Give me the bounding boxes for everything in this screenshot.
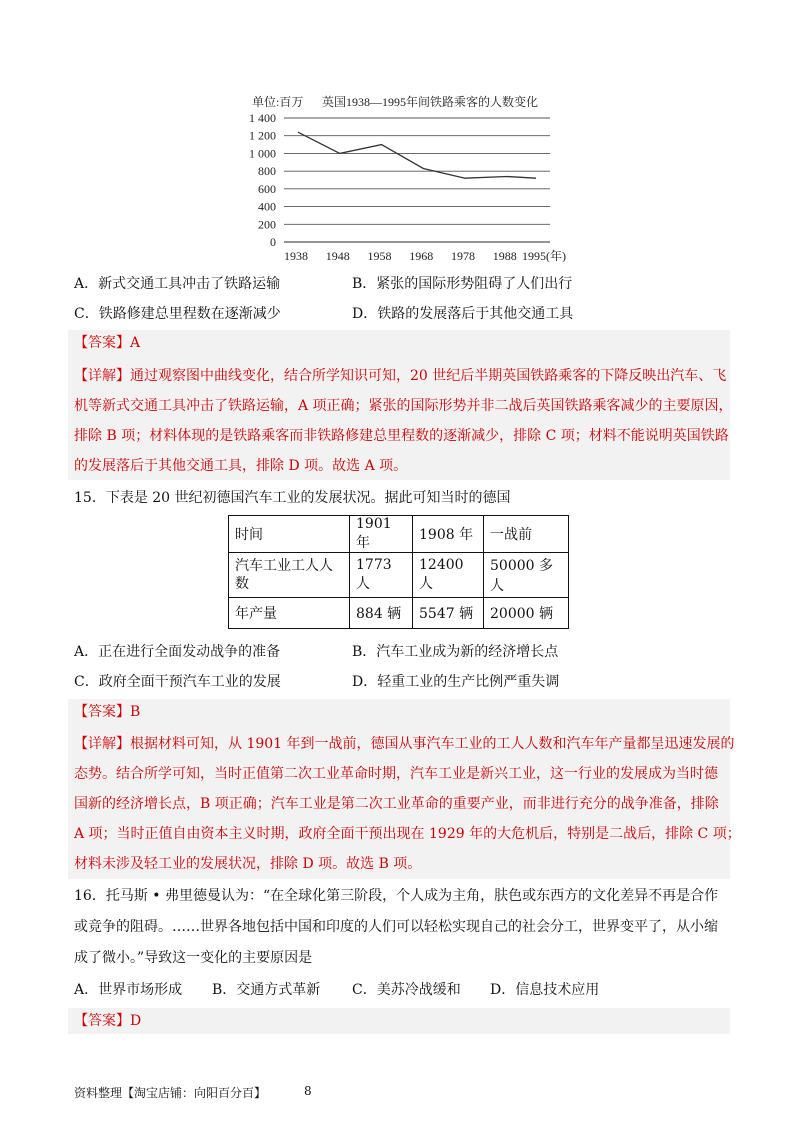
y-tick-label: 400 <box>258 199 276 214</box>
table-row <box>229 516 569 553</box>
y-tick-label: 0 <box>270 235 276 249</box>
q14-detail-line: 排除 B 项；材料体现的是铁路乘客而非铁路修建总里程数的逐渐减少，排除 C 项；材料不能说明英国铁路 <box>74 428 729 444</box>
q15-answer: 【答案】B <box>74 704 141 720</box>
q14-detail-line: 【详解】通过观察图中曲线变化，结合所学知识可知，20 世纪后半期英国铁路乘客的下降反映出汽车、飞 <box>74 368 727 384</box>
q14-answer-box <box>68 330 733 480</box>
q16-answer: 【答案】D <box>74 1013 142 1029</box>
y-tick-label: 600 <box>258 181 276 196</box>
y-tick-label: 1 400 <box>249 111 276 125</box>
y-tick-label: 1 000 <box>249 146 276 161</box>
row-label-line: 数 <box>235 576 249 592</box>
q15-detail-line: 国新的经济增长点，B 项正确；汽车工业是第二次工业革命的重要产业，而非进行充分的战争准备，排除 <box>74 796 719 812</box>
q15-option-d: D．轻重工业的生产比例严重失调 <box>352 674 560 690</box>
q14-option-a: A．新式交通工具冲击了铁路运输 <box>74 276 281 292</box>
q15-detail-line: 【详解】根据材料可知，从 1901 年到一战前，德国从事汽车工业的工人人数和汽车年产量都呈迅速发展的 <box>74 736 735 752</box>
x-tick-label: 1978 <box>451 249 476 262</box>
q14-option-c: C．铁路修建总里程数在逐渐减少 <box>74 306 281 322</box>
q14-detail-line: 机等新式交通工具冲击了铁路运输，A 项正确；紧张的国际形势并非二战后英国铁路乘客减少的主要原因， <box>74 398 733 414</box>
q15-detail-line: A 项；当时正值自由资本主义时期，政府全面干预出现在 1929 年的大危机后，特别是二战后，排除 C 项； <box>74 826 741 842</box>
q16-stem-line: 16．托马斯 • 弗里德曼认为：“在全球化第三阶段，个人成为主角，肤色或东西方的文化差异不再是合作 <box>74 888 719 904</box>
x-tick-label: 1988 <box>492 249 517 262</box>
chart-unit-label: 单位:百万 <box>252 95 304 109</box>
q16-option-a: A．世界市场形成 <box>74 982 183 998</box>
footer-source: 资料整理【淘宝店铺：向阳百分百】 <box>74 1086 267 1100</box>
table-cell <box>229 553 350 598</box>
q14-option-d: D．铁路的发展落后于其他交通工具 <box>352 306 574 322</box>
table-cell: 时间 <box>229 516 350 553</box>
y-tick-label: 800 <box>258 164 276 179</box>
x-tick-label: 1995(年) <box>522 249 566 262</box>
chart-y-tick-labels <box>249 111 276 249</box>
q14-answer: 【答案】A <box>74 335 141 351</box>
table-cell: 1773 人 <box>350 553 413 598</box>
line-chart <box>230 92 590 262</box>
table-cell: 1908 年 <box>413 516 484 553</box>
q15-detail-line: 态势。结合所学可知，当时正值第二次工业革命时期，汽车工业是新兴工业，这一行业的发展成为当时德 <box>74 766 718 782</box>
q15-option-c: C．政府全面干预汽车工业的发展 <box>74 674 281 690</box>
q16-option-b: B．交通方式革新 <box>212 982 321 998</box>
x-tick-label: 1958 <box>367 249 392 262</box>
x-tick-label: 1948 <box>325 249 350 262</box>
table-cell: 5547 辆 <box>413 598 484 629</box>
chart-x-tick-labels <box>284 248 566 262</box>
q14-option-b: B．紧张的国际形势阻碍了人们出行 <box>352 276 573 292</box>
q14-detail-line: 的发展落后于其他交通工具，排除 D 项。故选 A 项。 <box>74 458 408 474</box>
table-row <box>229 553 569 598</box>
y-tick-label: 200 <box>258 217 276 232</box>
x-tick-label: 1938 <box>284 249 308 262</box>
q15-answer-box <box>68 699 741 879</box>
table-cell: 12400 人 <box>413 553 484 598</box>
y-tick-label: 1 200 <box>249 128 276 143</box>
table-cell: 年产量 <box>229 598 350 629</box>
q15-stem: 15．下表是 20 世纪初德国汽车工业的发展状况。据此可知当时的德国 <box>74 490 511 506</box>
chart-gridlines <box>284 118 550 242</box>
page-number: 8 <box>304 1084 312 1098</box>
table-row <box>229 598 569 629</box>
q16-stem-line: 成了微小。”导致这一变化的主要原因是 <box>74 950 313 966</box>
q15-option-a: A．正在进行全面发动战争的准备 <box>74 644 281 660</box>
q16-option-c: C．美苏冷战缓和 <box>352 982 461 998</box>
x-tick-label: 1968 <box>409 249 434 262</box>
table-cell: 50000 多人 <box>484 553 569 598</box>
table-cell: 1901 年 <box>350 516 413 553</box>
chart-title: 英国1938—1995年间铁路乘客的人数变化 <box>322 95 539 109</box>
table-cell: 884 辆 <box>350 598 413 629</box>
q15-detail-line: 材料未涉及轻工业的发展状况，排除 D 项。故选 B 项。 <box>74 856 422 872</box>
row-label-line: 汽车工业工人人 <box>235 558 333 574</box>
q15-option-b: B．汽车工业成为新的经济增长点 <box>352 644 559 660</box>
q16-stem-line: 或竞争的阻碍。……世界各地包括中国和印度的人们可以轻松实现自己的社会分工，世界变平了，从小缩 <box>74 919 718 935</box>
q16-option-d: D．信息技术应用 <box>490 982 600 998</box>
table-cell: 一战前 <box>484 516 569 553</box>
q16-answer-box <box>68 1008 730 1034</box>
table-cell: 20000 辆 <box>484 598 569 629</box>
q15-table <box>228 515 569 629</box>
